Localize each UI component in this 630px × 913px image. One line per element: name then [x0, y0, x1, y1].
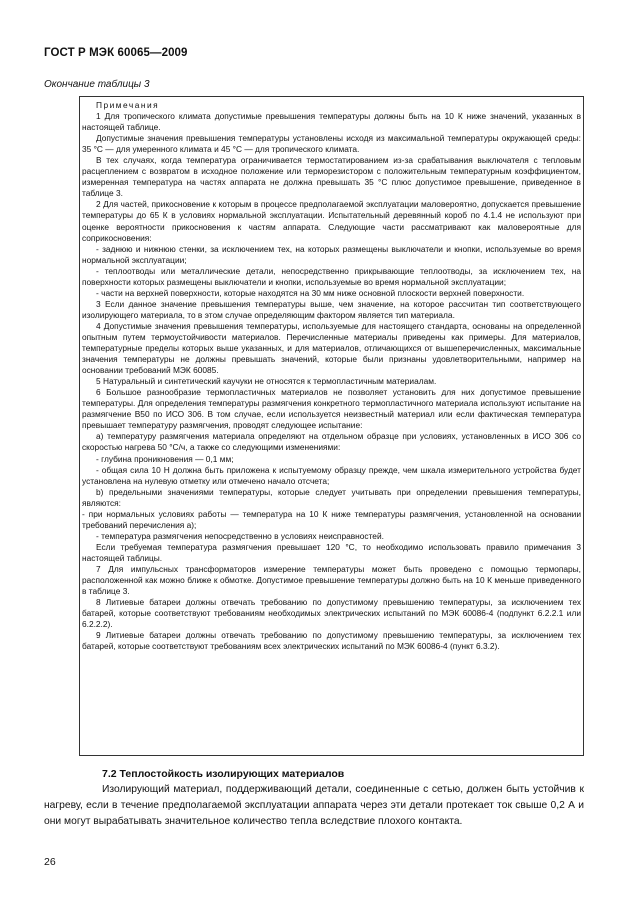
section-body — [44, 782, 584, 830]
note-paragraph: a) температуру размягчения материала определяют на отдельном образце при условиях, установленных в ИСО 306 со скоростью нагрева 50 °С/ч, а также со следующими изменениями: — [82, 431, 581, 453]
note-paragraph: - заднюю и нижнюю стенки, за исключением тех, на которых размещены выключатели и кнопки, используемые во время нормальной эксплуатации; — [82, 243, 581, 265]
note-paragraph: Допустимые значения превышения температуры установлены исходя из максимальной температуры окружающей среды: 35 °С — для умеренного климата и 45 °С — для тропического климата. — [82, 133, 581, 155]
note-paragraph: 8 Литиевые батареи должны отвечать требованию по допустимому превышению температуры, за исключением тех батарей, которые соответствуют требованиям необходимых электрических испытаний по МЭК 60086-4 (подпункт 6.2.2.1 или 6.2.2.2). — [82, 597, 581, 630]
note-paragraph: b) предельными значениями температуры, которые следует учитывать при определении превышения температуры, являются: — [82, 486, 581, 508]
note-paragraph: Если требуемая температура размягчения превышает 120 °С, то необходимо использовать правило примечания 3 настоящей таблицы. — [82, 541, 581, 563]
section-paragraph: Изолирующий материал, поддерживающий детали, соединенные с сетью, должен быть устойчив к нагреву, если в течение предполагаемой эксплуатации аппарата через эти детали протекает ток свыше 0,2 А и они могут вырабатывать значительное количество тепла вследствие плохого контакта. — [44, 784, 584, 827]
section-heading: 7.2 Теплостойкость изолирующих материалов — [102, 768, 345, 780]
note-paragraph: 5 Натуральный и синтетический каучуки не относятся к термопластичным материалам. — [96, 376, 437, 387]
note-paragraph: 4 Допустимые значения превышения температуры, используемые для настоящего стандарта, основаны на определенной опытным путем термоустойчивости материалов. Перечисленные материалы приведены как примеры. Для материалов, температурные пределы которых выше указанных, и для материалов, отличающихся от вышеперечисленных, максимальные значения температуры не должны превышать значений, которые были признаны удовлетворительными, например на основании требований МЭК 60085. — [82, 320, 581, 376]
note-paragraph: 1 Для тропического климата допустимые превышения температуры должны быть на 10 К ниже значений, указанных в настоящей таблице. — [82, 111, 581, 133]
note-paragraph: 9 Литиевые батареи должны отвечать требованию по допустимому превышению температуры, за исключением тех батарей, которые соответствуют требованиям всех электрических испытаний по МЭК 60086-4 (пункт 6.3.2). — [82, 630, 581, 652]
table-caption: Окончание таблицы 3 — [44, 79, 150, 90]
note-paragraph: В тех случаях, когда температура ограничивается термостатированием из-за срабатывания выключателя с тепловым расцеплением с возвратом в исходное положение или терморезистором с положительным температурным коэффициентом, измеренная температура на частях аппарата не должна превышать 35 °С плюс допустимое превышение, приведенное в таблице 3. — [82, 155, 581, 199]
note-paragraph: 2 Для частей, прикосновение к которым в процессе предполагаемой эксплуатации маловероятно, допускается превышение температуры до 65 К в условиях нормальной эксплуатации. Испытательный деревянный короб по 4.1.4 не используют при оценке вероятности прикосновения к частям аппарата. Следующие части рассматривают как маловероятные для соприкосновения: — [82, 199, 581, 243]
document-header: ГОСТ Р МЭК 60065—2009 — [44, 47, 188, 59]
note-paragraph: - теплоотводы или металлические детали, непосредственно прикрывающие теплоотводы, за исключением тех, на поверхности которых размещены выключатели и кнопки, используемые во время нормальной эксплуатации; — [82, 265, 581, 287]
notes-title: Примечания — [96, 100, 160, 110]
note-paragraph: - глубина проникновения — 0,1 мм; — [96, 453, 234, 464]
note-paragraph: - общая сила 10 Н должна быть приложена к испытуемому образцу прежде, чем шкала измерительного устройства будет установлена на нулевую отметку или отмечено начало отсчета; — [82, 464, 581, 486]
note-paragraph: - при нормальных условиях работы — температура на 10 К ниже температуры размягчения, установленной на основании требований перечисления а); — [82, 508, 581, 530]
note-paragraph: 3 Если данное значение превышения температуры выше, чем значение, на которое рассчитан тип соответствующего изолирующего материала, то в этом случае определяющим фактором является тип материала. — [82, 298, 581, 320]
note-paragraph: - части на верхней поверхности, которые находятся на 30 мм ниже основной плоскости верхней поверхности. — [96, 287, 525, 298]
note-paragraph: - температура размягчения непосредственно в условиях неисправностей. — [96, 530, 384, 541]
notes-box — [79, 96, 584, 756]
note-paragraph: 6 Большое разнообразие термопластичных материалов не позволяет установить для них допустимое превышение температуры. Для определения температуры размягчения конкретного термопластичного материала используют испытание на размягчение В50 по ИСО 306. В том случае, если используется неизвестный материал или если фактическая температура превышает температуру размягчения, проводят следующее испытание: — [82, 387, 581, 431]
note-paragraph: 7 Для импульсных трансформаторов измерение температуры может быть проведено с помощью термопары, расположенной как можно ближе к обмотке. Допустимое превышение температуры должно быть на 10 К меньше приведенного в таблице 3. — [82, 563, 581, 597]
page-number: 26 — [44, 856, 56, 868]
